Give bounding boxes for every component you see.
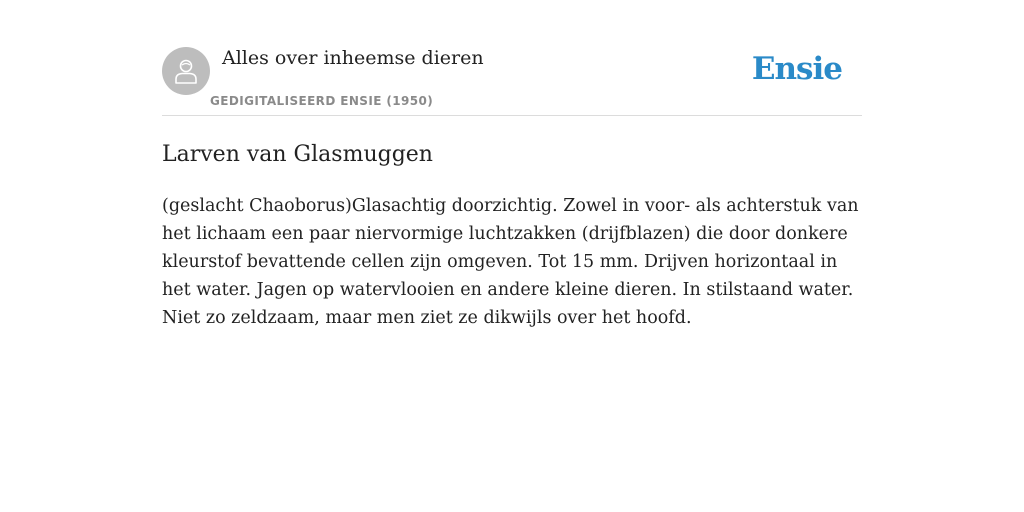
entry-body: (geslacht Chaoborus)Glasachtig doorzichtig. Zowel in voor- als achterstuk van het lichaam een paar niervormige luchtzakken (drijfblazen) die door donkere kleurstof bevattende cellen zijn omgeven. Tot 15 mm. Drijven horizontaal in het water. Jagen op watervlooien en andere kleine dieren. In stilstaand water. Niet zo zeldzaam, maar men ziet ze dikwijls over het hoofd.: [162, 196, 859, 328]
avatar[interactable]: [162, 47, 210, 95]
entry-title: Larven van Glasmuggen: [162, 142, 433, 167]
article-container: [162, 0, 862, 328]
brand-logo[interactable]: Ensie: [751, 51, 842, 87]
article-header: [162, 0, 862, 116]
site-title[interactable]: Alles over inheemse dieren: [222, 47, 484, 69]
user-avatar-icon: [172, 57, 200, 85]
source-label: GEDIGITALISEERD ENSIE (1950): [210, 94, 434, 108]
